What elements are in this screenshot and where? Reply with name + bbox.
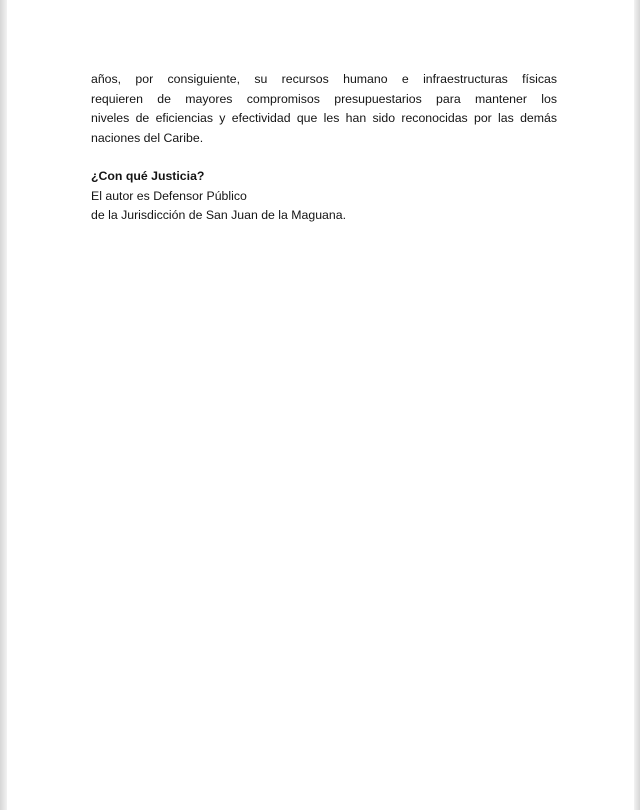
author-jurisdiction: de la Jurisdicción de San Juan de la Maguana. <box>91 208 346 222</box>
author-role: El autor es Defensor Público <box>91 188 247 203</box>
paragraph-line: requieren de mayores compromisos presupuestarios para mantener los <box>91 91 557 106</box>
paragraph-line: años, por consiguiente, su recursos humano e infraestructuras físicas <box>91 72 557 86</box>
signature-title: ¿Con qué Justicia? <box>91 169 205 183</box>
paragraph-line: niveles de eficiencias y efectividad que les han sido reconocidas por las demás <box>91 111 557 125</box>
body-paragraph <box>91 70 557 148</box>
page-edge-right <box>634 0 640 810</box>
page-edge-left <box>0 0 7 810</box>
document-page <box>7 0 634 810</box>
paragraph-line: naciones del Caribe. <box>91 130 204 145</box>
author-signature-block <box>91 167 557 226</box>
document-content <box>91 70 557 226</box>
